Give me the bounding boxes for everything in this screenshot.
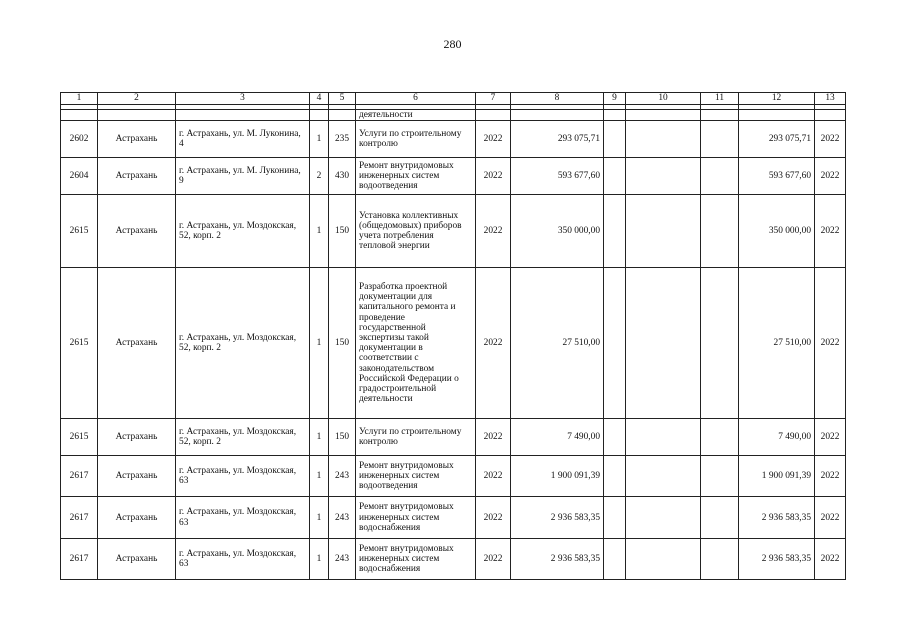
row-work-type: Услуги по строительному контролю	[356, 419, 476, 456]
row-end-year: 2022	[815, 539, 846, 580]
row-city: Астрахань	[98, 456, 176, 497]
row-id: 2617	[61, 456, 98, 497]
row-work-type: Разработка проектной документации для капитального ремонта и проведение государственной экспертизы такой документации в соответствии с законодательством Российской Федерации о градостроительной деятельности	[356, 268, 476, 419]
row-id: 2604	[61, 158, 98, 195]
row-city: Астрахань	[98, 195, 176, 268]
row-end-year: 2022	[815, 419, 846, 456]
data-table	[60, 92, 846, 580]
table-row	[61, 195, 846, 268]
row-cost: 293 075,71	[511, 121, 604, 158]
row-col5: 243	[329, 539, 356, 580]
row-total: 1 900 091,39	[739, 456, 815, 497]
row-id: 2615	[61, 419, 98, 456]
table-row	[61, 456, 846, 497]
col-header-3: 3	[176, 93, 310, 105]
col-header-10: 10	[626, 93, 701, 105]
row-col4: 1	[310, 268, 329, 419]
row-work-type: Ремонт внутридомовых инженерных систем водоснабжения	[356, 497, 476, 539]
row-col10	[626, 497, 701, 539]
row-address: г. Астрахань, ул. М. Луконина, 4	[176, 121, 310, 158]
row-col11	[701, 268, 739, 419]
row-col9	[604, 268, 626, 419]
row-col10	[626, 456, 701, 497]
row-col9	[604, 121, 626, 158]
header-row	[61, 93, 846, 105]
row-work-type: Установка коллективных (общедомовых) приборов учета потребления тепловой энергии	[356, 195, 476, 268]
row-col5: 150	[329, 195, 356, 268]
row-col4: 1	[310, 121, 329, 158]
row-total: 7 490,00	[739, 419, 815, 456]
table-row	[61, 539, 846, 580]
row-col11	[701, 456, 739, 497]
col-header-11: 11	[701, 93, 739, 105]
row-year: 2022	[476, 497, 511, 539]
row-cost: 350 000,00	[511, 195, 604, 268]
row-col10	[626, 121, 701, 158]
col-header-2: 2	[98, 93, 176, 105]
table-row	[61, 121, 846, 158]
row-col5: 150	[329, 268, 356, 419]
row-address: г. Астрахань, ул. Моздокская, 63	[176, 497, 310, 539]
row-year: 2022	[476, 121, 511, 158]
row-end-year: 2022	[815, 158, 846, 195]
row-col5: 243	[329, 456, 356, 497]
row-total: 593 677,60	[739, 158, 815, 195]
row-end-year: 2022	[815, 456, 846, 497]
row-work-type: Ремонт внутридомовых инженерных систем водоснабжения	[356, 539, 476, 580]
row-col4: 1	[310, 497, 329, 539]
row-address: г. Астрахань, ул. Моздокская, 63	[176, 539, 310, 580]
row-col11	[701, 419, 739, 456]
row-address: г. Астрахань, ул. Моздокская, 52, корп. 2	[176, 195, 310, 268]
row-id: 2615	[61, 268, 98, 419]
row-address: г. Астрахань, ул. Моздокская, 52, корп. 2	[176, 419, 310, 456]
row-col4: 1	[310, 539, 329, 580]
row-col5: 235	[329, 121, 356, 158]
row-total: 293 075,71	[739, 121, 815, 158]
row-col9	[604, 195, 626, 268]
row-city: Астрахань	[98, 121, 176, 158]
row-end-year: 2022	[815, 121, 846, 158]
table-row	[61, 497, 846, 539]
continuation-row	[61, 110, 846, 121]
row-id: 2617	[61, 539, 98, 580]
row-work-type: Услуги по строительному контролю	[356, 121, 476, 158]
row-cost: 27 510,00	[511, 268, 604, 419]
row-year: 2022	[476, 195, 511, 268]
row-col11	[701, 158, 739, 195]
row-total: 2 936 583,35	[739, 539, 815, 580]
row-col9	[604, 419, 626, 456]
row-col9	[604, 497, 626, 539]
page-number: 280	[443, 37, 462, 51]
row-cost: 7 490,00	[511, 419, 604, 456]
row-year: 2022	[476, 268, 511, 419]
row-col9	[604, 456, 626, 497]
row-col4: 1	[310, 419, 329, 456]
row-col5: 150	[329, 419, 356, 456]
row-year: 2022	[476, 456, 511, 497]
col-header-9: 9	[604, 93, 626, 105]
row-address: г. Астрахань, ул. Моздокская, 52, корп. 2	[176, 268, 310, 419]
row-year: 2022	[476, 419, 511, 456]
row-city: Астрахань	[98, 539, 176, 580]
row-total: 2 936 583,35	[739, 497, 815, 539]
row-col9	[604, 539, 626, 580]
row-address: г. Астрахань, ул. Моздокская, 63	[176, 456, 310, 497]
table-row	[61, 419, 846, 456]
row-end-year: 2022	[815, 268, 846, 419]
row-col10	[626, 268, 701, 419]
row-cost: 593 677,60	[511, 158, 604, 195]
row-col4: 2	[310, 158, 329, 195]
row-col5: 243	[329, 497, 356, 539]
row-id: 2617	[61, 497, 98, 539]
row-total: 350 000,00	[739, 195, 815, 268]
row-col10	[626, 195, 701, 268]
row-col11	[701, 121, 739, 158]
row-cost: 2 936 583,35	[511, 497, 604, 539]
row-col4: 1	[310, 456, 329, 497]
row-total: 27 510,00	[739, 268, 815, 419]
row-address: г. Астрахань, ул. М. Луконина, 9	[176, 158, 310, 195]
row-year: 2022	[476, 539, 511, 580]
row-col10	[626, 539, 701, 580]
row-id: 2602	[61, 121, 98, 158]
row-col10	[626, 419, 701, 456]
table-row	[61, 158, 846, 195]
row-col11	[701, 539, 739, 580]
row-col11	[701, 195, 739, 268]
row-city: Астрахань	[98, 419, 176, 456]
row-work-type: Ремонт внутридомовых инженерных систем водоотведения	[356, 158, 476, 195]
col-header-7: 7	[476, 93, 511, 105]
col-header-6: 6	[356, 93, 476, 105]
continuation-text: деятельности	[356, 110, 476, 121]
row-year: 2022	[476, 158, 511, 195]
row-cost: 2 936 583,35	[511, 539, 604, 580]
col-header-1: 1	[61, 93, 98, 105]
row-city: Астрахань	[98, 497, 176, 539]
row-end-year: 2022	[815, 497, 846, 539]
col-header-12: 12	[739, 93, 815, 105]
row-city: Астрахань	[98, 158, 176, 195]
col-header-4: 4	[310, 93, 329, 105]
row-id: 2615	[61, 195, 98, 268]
row-city: Астрахань	[98, 268, 176, 419]
row-cost: 1 900 091,39	[511, 456, 604, 497]
row-col10	[626, 158, 701, 195]
col-header-5: 5	[329, 93, 356, 105]
row-col5: 430	[329, 158, 356, 195]
row-col4: 1	[310, 195, 329, 268]
row-col9	[604, 158, 626, 195]
col-header-13: 13	[815, 93, 846, 105]
row-col11	[701, 497, 739, 539]
row-end-year: 2022	[815, 195, 846, 268]
table-row	[61, 268, 846, 419]
row-work-type: Ремонт внутридомовых инженерных систем водоотведения	[356, 456, 476, 497]
col-header-8: 8	[511, 93, 604, 105]
